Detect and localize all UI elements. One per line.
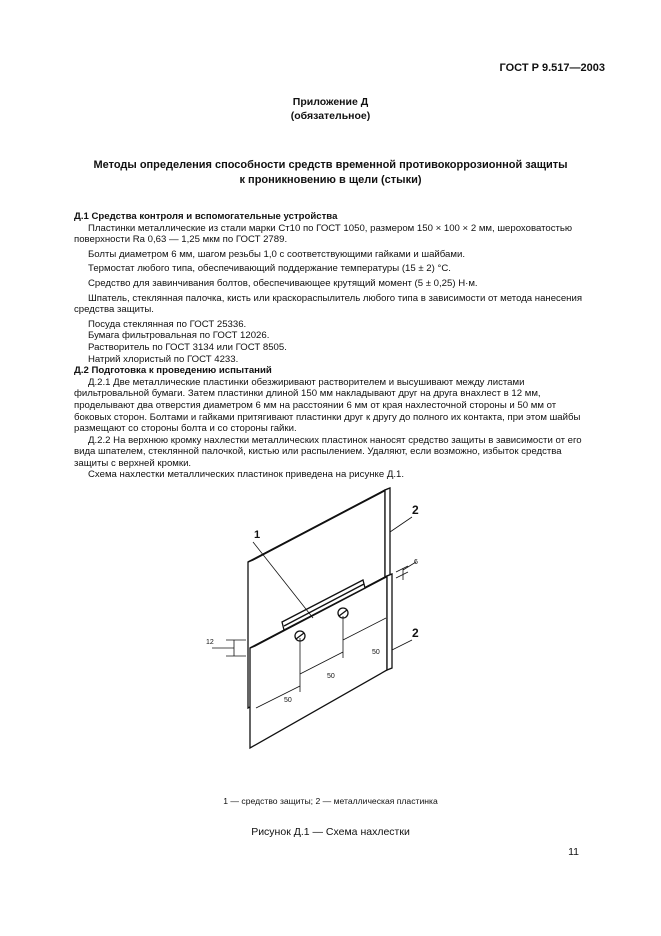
paragraph: Посуда стеклянная по ГОСТ 25336. xyxy=(88,318,247,330)
paragraph: Болты диаметром 6 мм, шагом резьбы 1,0 с соответствующими гайками и шайбами. xyxy=(88,248,466,260)
paragraph: Термостат любого типа, обеспечивающий поддержание температуры (15 ± 2) °С. xyxy=(88,263,451,275)
paragraph: Пластинки металлические из стали марки Ст10 по ГОСТ 1050, размером 150 × 100 × 2 мм, шероховатостью поверхности Ra 0,63 — 1,25 мкм по ГОСТ 2789. xyxy=(74,222,573,246)
paragraph: Бумага фильтровальная по ГОСТ 12026. xyxy=(88,330,270,342)
paragraph: Д.2.1 Две металлические пластинки обезжиривают растворителем и высушивают между листами фильтровальной бумаги. Затем пластинки длиной 150 мм накладывают друг на друга внахлест в 12 мм, проделывают два отверстия диаметром 6 мм на расстоянии 6 мм от края нахлесточной стороны и 50 мм от боковых сторон. Болтами и гайками притягивают пластинки друг к другу до полного их контакта, при этом шайбы размещают со стороны болта и со стороны гайки. xyxy=(74,376,581,435)
figure-title: Рисунок Д.1 — Схема нахлестки xyxy=(251,826,410,838)
section-heading-d2: Д.2 Подготовка к проведению испытаний xyxy=(74,365,272,377)
paragraph: Шпатель, стеклянная палочка, кисть или краскораспылитель любого типа в зависимости от метода нанесения средства защиты. xyxy=(74,292,583,316)
label-2-upper: 2 xyxy=(412,503,419,517)
paragraph: Натрий хлористый по ГОСТ 4233. xyxy=(88,353,239,365)
document-header: ГОСТ Р 9.517—2003 xyxy=(499,62,605,74)
figure-legend: 1 — средство защиты; 2 — металлическая пластинка xyxy=(223,796,438,806)
paragraph: Схема нахлестки металлических пластинок приведена на рисунке Д.1. xyxy=(88,469,405,481)
page-title-line1: Методы определения способности средств временной противокоррозионной защиты xyxy=(93,159,568,171)
section-heading-d1: Д.1 Средства контроля и вспомогательные устройства xyxy=(74,211,338,222)
dim-12: 12 xyxy=(206,639,214,646)
appendix-label: Приложение Д xyxy=(292,96,369,108)
dim-50-middle: 50 xyxy=(327,673,335,680)
page-number: 11 xyxy=(568,846,579,858)
paragraph: Д.2.2 На верхнюю кромку нахлестки металлических пластинок наносят средство защиты в зависимости от его вида шпателем, стеклянной палочкой, кистью или распылением. Удаляют, если возможно, избыток средства защиты с верхней кромки. xyxy=(74,434,582,469)
dim-50-bottom: 50 xyxy=(284,697,292,704)
paragraph: Растворитель по ГОСТ 3134 или ГОСТ 8505. xyxy=(88,341,287,353)
figure-lap-joint xyxy=(190,480,440,770)
document-body xyxy=(74,211,588,481)
dim-6: 6 xyxy=(414,559,418,566)
paragraph: Средство для завинчивания болтов, обеспечивающее крутящий момент (5 ± 0,25) Н·м. xyxy=(88,277,478,289)
page-title-line2: к проникновению в щели (стыки) xyxy=(239,174,422,186)
dim-50-right: 50 xyxy=(372,649,380,656)
appendix-status: (обязательное) xyxy=(290,110,371,122)
label-1: 1 xyxy=(254,529,261,541)
label-2-lower: 2 xyxy=(412,626,419,640)
